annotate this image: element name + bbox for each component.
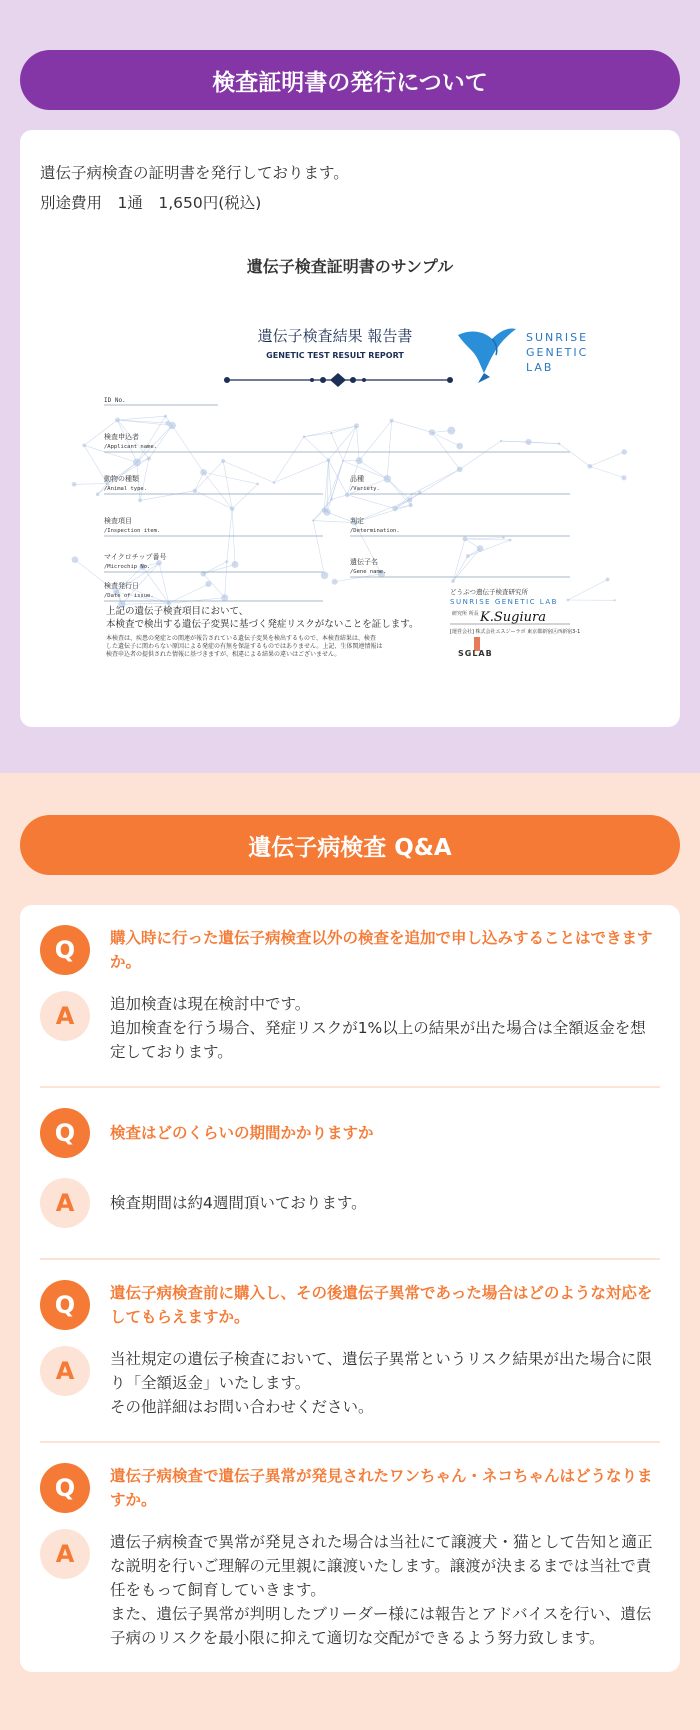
answer-text — [110, 1191, 367, 1215]
svg-text:/Microchip No.: /Microchip No. — [104, 564, 151, 570]
field-applicant — [104, 432, 570, 452]
svg-text:品種: 品種 — [350, 475, 364, 483]
lab-role: 研究所 所長 — [452, 611, 479, 617]
question-text: 検査はどのくらいの期間かかりますか — [110, 1124, 374, 1142]
field-determination — [350, 516, 570, 536]
question-badge: Q — [40, 1280, 90, 1330]
svg-text:/Inspection item.: /Inspection item. — [104, 528, 161, 534]
qa-item — [40, 905, 660, 1088]
answer-line: 追加検査を行う場合、発症リスクが1%以上の結果が出た場合は全額返金を想定しております。 — [110, 1019, 646, 1061]
note-line-2: した遺伝子に関わらない原因による発症の有無を保証するものではありません。上記、生体関連情報は — [106, 643, 383, 650]
field-microchip — [104, 552, 323, 572]
logo-line-2: GENETIC — [526, 346, 589, 359]
brand-name: SGLAB — [458, 649, 493, 658]
question-badge: Q — [40, 1463, 90, 1513]
answer-line: 当社規定の遺伝子検査において、遺伝子異常というリスク結果が出た場合に限り「全額返金」いたします。 — [110, 1350, 652, 1392]
field-gene-name — [350, 557, 570, 577]
svg-text:/Applicant name.: /Applicant name. — [104, 444, 157, 450]
field-inspection-item — [104, 516, 323, 536]
certificate-price-line: 別途費用 1通 1,650円(税込) — [40, 194, 262, 212]
sample-title: 遺伝子検査証明書のサンプル — [246, 257, 454, 276]
logo-line-1: SUNRISE — [526, 331, 589, 344]
svg-text:マイクロチップ番号: マイクロチップ番号 — [104, 553, 167, 561]
answer-badge: A — [40, 1529, 90, 1579]
certificate-info-line: 遺伝子病検査の証明書を発行しております。 — [40, 164, 349, 182]
certificate-sample-svg — [40, 291, 660, 661]
svg-text:検査発行日: 検査発行日 — [104, 582, 139, 590]
certificate-heading-text: 検査証明書の発行について — [212, 69, 488, 96]
svg-text:/Variety.: /Variety. — [350, 486, 380, 492]
field-animal-type — [104, 474, 323, 494]
question-badge: Q — [40, 925, 90, 975]
svg-text:検査項目: 検査項目 — [104, 517, 132, 525]
operator-line: [運営会社] 株式会社エスジーラボ 東京都新宿区西新宿3-1 — [450, 629, 581, 635]
statement-line-2: 本検査で検出する遺伝子変異に基づく発症リスクがないことを証します。 — [106, 619, 419, 630]
svg-text:/Determination.: /Determination. — [350, 528, 400, 534]
svg-text:動物の種類: 動物の種類 — [104, 475, 139, 483]
sample-title-en: GENETIC TEST RESULT REPORT — [266, 351, 404, 360]
certificate-section — [0, 0, 700, 773]
lab-name-ja: どうぶつ遺伝子検査研究所 — [450, 588, 528, 596]
svg-text:/Date of issue.: /Date of issue. — [104, 593, 154, 599]
answer-line: また、遺伝子異常が判明したブリーダー様には報告とアドバイスを行い、遺伝子病のリスクを最小限に抑えて適切な交配ができるよう努力致します。 — [110, 1605, 652, 1647]
qa-heading-text: 遺伝子病検査 Q&A — [248, 834, 452, 861]
answer-badge: A — [40, 991, 90, 1041]
ornament-divider — [224, 373, 453, 387]
svg-text:判定: 判定 — [350, 517, 364, 525]
note-line-3: 検査申込者の提供された情報に基づきますが、相違による結果の違いはございません。 — [106, 651, 341, 658]
qa-item — [40, 1260, 660, 1443]
answer-line: その他詳細はお問い合わせください。 — [110, 1398, 374, 1416]
answer-text — [110, 1529, 660, 1650]
qa-card — [20, 905, 680, 1672]
answer-text — [110, 991, 660, 1064]
svg-text:遺伝子名: 遺伝子名 — [350, 558, 378, 566]
question-badge: Q — [40, 1108, 90, 1158]
bird-logo-icon — [458, 328, 516, 383]
question-text: 遺伝子病検査前に購入し、その後遺伝子異常であった場合はどのような対応をしてもらえますか。 — [110, 1284, 653, 1326]
answer-badge: A — [40, 1178, 90, 1228]
certificate-card — [20, 130, 680, 727]
lab-name-en: SUNRISE GENETIC LAB — [450, 598, 558, 606]
answer-badge: A — [40, 1346, 90, 1396]
qa-section — [0, 773, 700, 1730]
certificate-sample-image — [40, 291, 660, 661]
qa-item — [40, 1088, 660, 1260]
answer-line: 追加検査は現在検討中です。 — [110, 995, 311, 1013]
svg-text:/Animal type.: /Animal type. — [104, 486, 148, 492]
logo-line-3: LAB — [526, 361, 554, 374]
svg-text:検査申込者: 検査申込者 — [104, 433, 139, 441]
svg-text:/Gene name.: /Gene name. — [350, 569, 387, 575]
answer-line: 遺伝子病検査で異常が発見された場合は当社にて譲渡犬・猫として告知と適正な説明を行いご理解の元里親に譲渡いたします。譲渡が決まるまでは当社で責任をもって飼育していきます。 — [110, 1533, 653, 1599]
sample-title-ja: 遺伝子検査結果 報告書 — [257, 327, 413, 345]
answer-text — [110, 1346, 660, 1419]
id-label: ID No. — [104, 397, 126, 404]
statement-line-1: 上記の遺伝子検査項目において、 — [106, 606, 249, 617]
qa-heading — [20, 815, 680, 875]
certificate-heading — [20, 50, 680, 110]
question-text: 購入時に行った遺伝子病検査以外の検査を追加で申し込みすることはできますか。 — [110, 929, 653, 971]
answer-line: 検査期間は約4週間頂いております。 — [110, 1194, 367, 1212]
signature: K.Sugiura — [480, 610, 546, 625]
qa-item — [40, 1443, 660, 1672]
note-line-1: 本検査は、疾患の発症との関連が報告されている遺伝子変異を検出するもので、本検査結果は、検査 — [106, 635, 376, 642]
question-text: 遺伝子病検査で遺伝子異常が発見されたワンちゃん・ネコちゃんはどうなりますか。 — [110, 1467, 653, 1509]
